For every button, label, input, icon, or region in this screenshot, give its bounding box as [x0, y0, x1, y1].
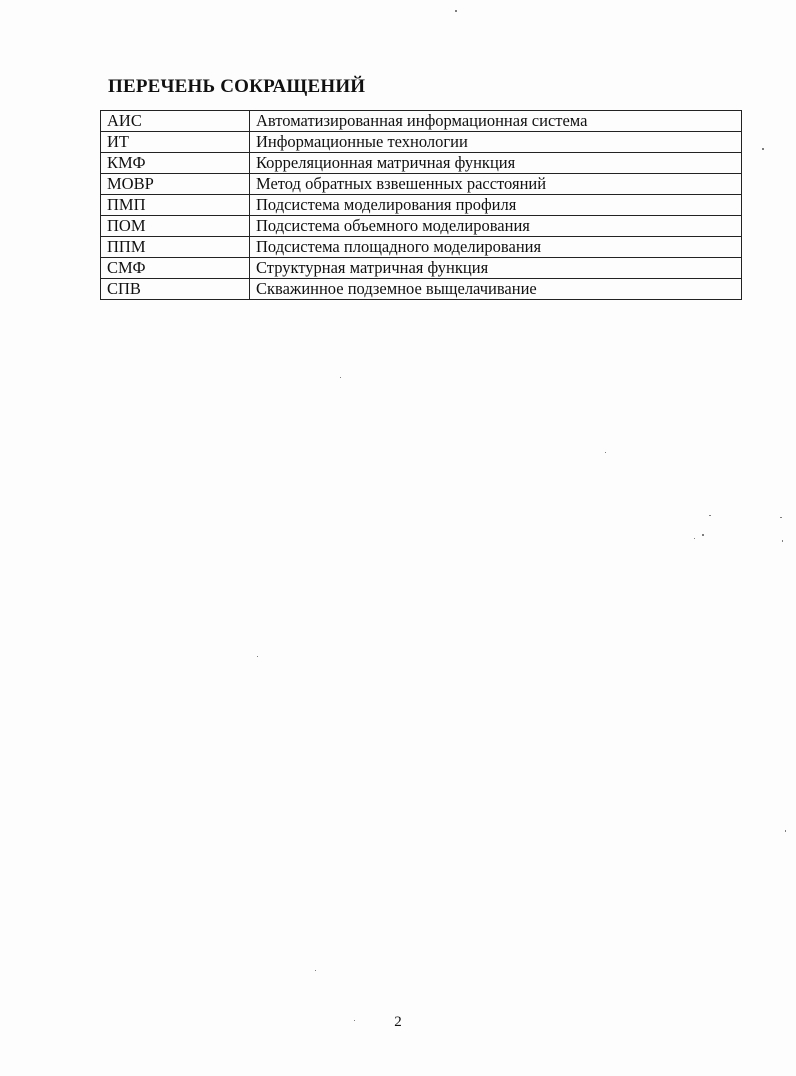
table-row	[101, 195, 742, 216]
abbreviation-code: АИС	[101, 111, 250, 132]
table-row	[101, 153, 742, 174]
abbreviation-meaning: Скважинное подземное выщелачивание	[250, 279, 742, 300]
scan-speck	[785, 830, 786, 832]
table-row	[101, 111, 742, 132]
scan-speck	[340, 377, 341, 378]
abbreviation-meaning: Структурная матричная функция	[250, 258, 742, 279]
abbreviation-code: ПОМ	[101, 216, 250, 237]
table-row	[101, 279, 742, 300]
scan-speck	[709, 515, 711, 516]
abbreviation-meaning: Корреляционная матричная функция	[250, 153, 742, 174]
abbreviation-meaning: Подсистема объемного моделирования	[250, 216, 742, 237]
scan-speck	[455, 10, 457, 12]
scan-speck	[694, 538, 695, 539]
scan-speck	[762, 148, 764, 150]
abbreviation-meaning: Автоматизированная информационная система	[250, 111, 742, 132]
scan-speck	[780, 517, 782, 518]
table-row	[101, 237, 742, 258]
abbreviation-meaning: Информационные технологии	[250, 132, 742, 153]
scan-speck	[354, 1020, 355, 1021]
page-number: 2	[394, 1014, 402, 1030]
abbreviation-code: МОВР	[101, 174, 250, 195]
scan-speck	[702, 534, 704, 536]
table-row	[101, 258, 742, 279]
abbreviation-meaning: Метод обратных взвешенных расстояний	[250, 174, 742, 195]
abbreviation-code: ПМП	[101, 195, 250, 216]
table-row	[101, 132, 742, 153]
abbreviation-code: СПВ	[101, 279, 250, 300]
abbreviation-code: КМФ	[101, 153, 250, 174]
table-row	[101, 174, 742, 195]
scan-speck	[782, 540, 783, 542]
abbreviation-meaning: Подсистема моделирования профиля	[250, 195, 742, 216]
abbreviation-code: ППМ	[101, 237, 250, 258]
table-row	[101, 216, 742, 237]
scan-speck	[315, 970, 316, 971]
scan-speck	[605, 452, 606, 453]
abbreviations-table	[100, 110, 742, 300]
abbreviation-code: ИТ	[101, 132, 250, 153]
abbreviation-meaning: Подсистема площадного моделирования	[250, 237, 742, 258]
page-title: ПЕРЕЧЕНЬ СОКРАЩЕНИЙ	[108, 76, 366, 97]
scan-speck	[257, 656, 258, 657]
abbreviation-code: СМФ	[101, 258, 250, 279]
